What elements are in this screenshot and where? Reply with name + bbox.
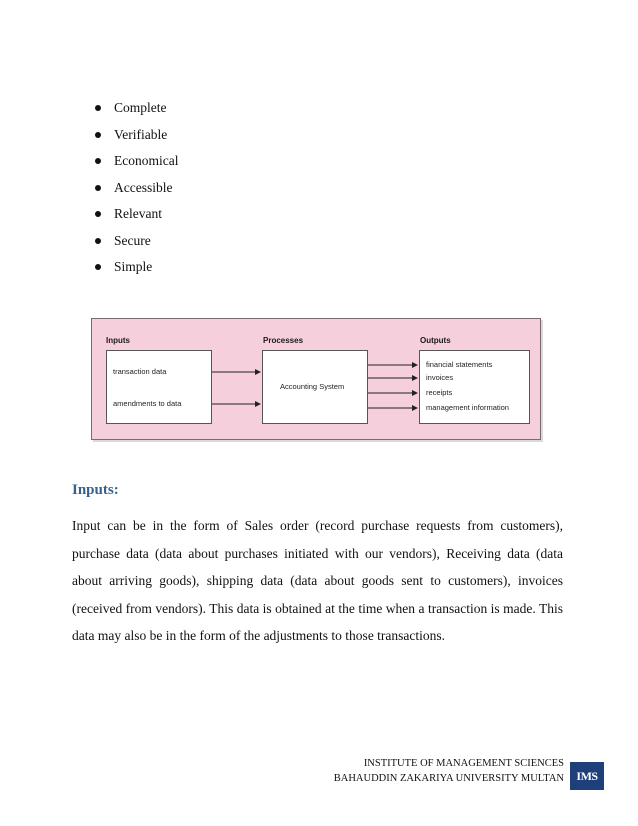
- output-financial-statements: financial statements: [426, 360, 493, 369]
- bullet-item: Secure: [92, 229, 178, 256]
- output-management-information: management information: [426, 403, 509, 412]
- diagram-arrows: [92, 319, 540, 439]
- bullet-item: Accessible: [92, 176, 178, 203]
- outputs-header: Outputs: [420, 336, 451, 345]
- accounting-system-diagram: [91, 318, 541, 440]
- output-receipts: receipts: [426, 388, 453, 397]
- footer-university: BAHAUDDIN ZAKARIYA UNIVERSITY MULTAN: [333, 773, 564, 784]
- output-invoices: invoices: [426, 373, 454, 382]
- bullet-item: Simple: [92, 255, 178, 282]
- bullet-list: [92, 96, 178, 282]
- section-heading: Inputs:: [72, 482, 119, 498]
- input-amendments: amendments to data: [113, 399, 182, 408]
- bullet-item: Economical: [92, 149, 178, 176]
- inputs-header: Inputs: [106, 336, 130, 345]
- ims-logo: IMS: [570, 762, 604, 790]
- footer: [334, 756, 564, 786]
- bullet-item: Complete: [92, 96, 178, 123]
- bullet-item: Relevant: [92, 202, 178, 229]
- processes-header: Processes: [263, 336, 304, 345]
- section-paragraph: Input can be in the form of Sales order (record purchase requests from customers), purchase data (data about purchases initiated with our vendors), Receiving data (data about arriving goods), shipping data (data about goods sent to customers), invoices (received from vendors). This data is obtained at the time when a transaction is made. This data may also be in the form of the adjustments to those transactions.: [72, 518, 563, 643]
- footer-institute: INSTITUTE OF MANAGEMENT SCIENCES: [363, 758, 564, 769]
- input-transaction-data: transaction data: [113, 367, 167, 376]
- bullet-item: Verifiable: [92, 123, 178, 150]
- process-accounting-system: Accounting System: [280, 382, 345, 391]
